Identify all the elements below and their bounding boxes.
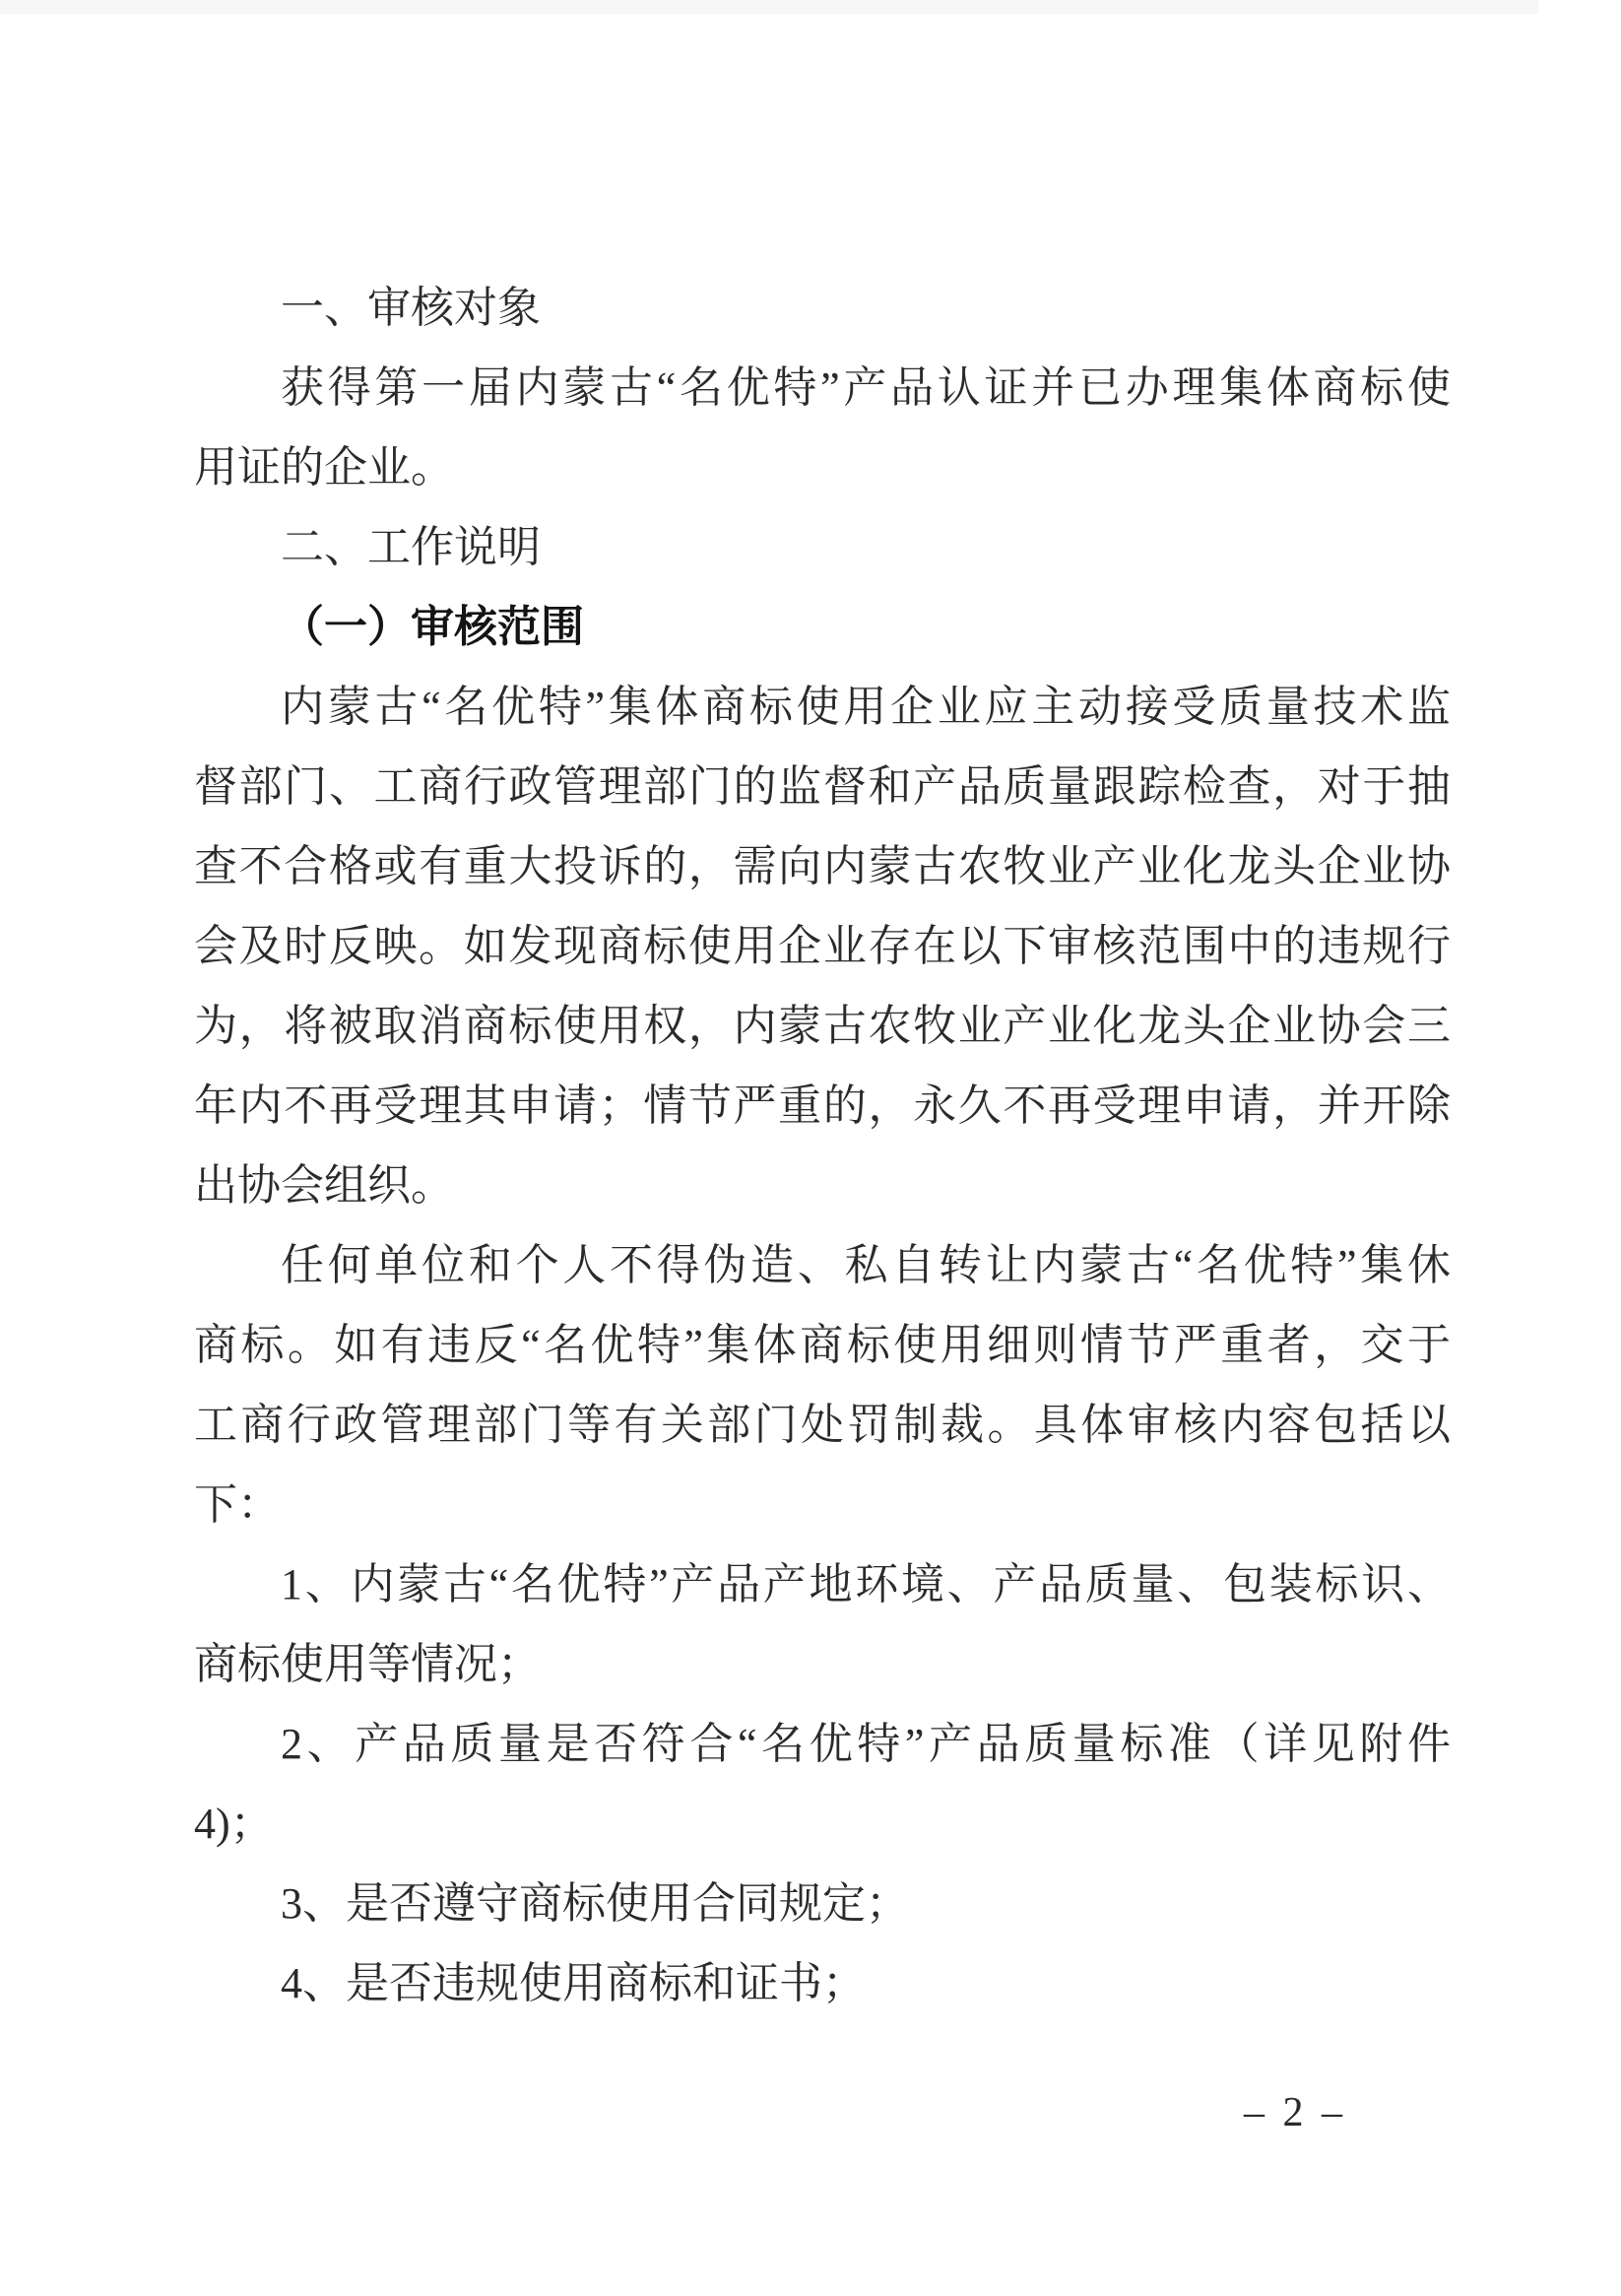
scan-artifact-band xyxy=(0,0,1538,14)
section-heading-2: 二、工作说明 xyxy=(281,523,541,571)
para-scope-line: 督部门、工商行政管理部门的监督和产品质量跟踪检查，对于抽 xyxy=(194,762,1451,811)
list-item-2-line: 2、产品质量是否符合“名优特”产品质量标准（详见附件 xyxy=(281,1720,1451,1768)
para-scope-line: 年内不再受理其申请；情节严重的，永久不再受理申请，并开除 xyxy=(194,1082,1451,1130)
list-item-1-line: 商标使用等情况； xyxy=(194,1640,541,1688)
para-scope-line: 查不合格或有重大投诉的，需向内蒙古农牧业产业化龙头企业协 xyxy=(194,842,1451,890)
page-number: – 2 – xyxy=(1244,2090,1342,2135)
list-item-2-line: 4)； xyxy=(194,1800,274,1848)
para-audit-target-line: 用证的企业。 xyxy=(194,443,454,492)
para-scope-line: 内蒙古“名优特”集体商标使用企业应主动接受质量技术监 xyxy=(281,683,1451,731)
para-prohibition-line: 工商行政管理部门等有关部门处罚制裁。具体审核内容包括以 xyxy=(194,1401,1451,1449)
list-item-3-line: 3、是否遵守商标使用合同规定； xyxy=(281,1879,909,1928)
document-body xyxy=(194,268,1451,2023)
para-scope-line: 会及时反映。如发现商标使用企业存在以下审核范围中的违规行 xyxy=(194,922,1451,970)
para-prohibition-line: 任何单位和个人不得伪造、私自转让内蒙古“名优特”集休 xyxy=(281,1241,1451,1289)
subsection-heading-1: （一）审核范围 xyxy=(281,603,584,651)
para-prohibition-line: 下： xyxy=(194,1480,281,1529)
para-scope-line: 为，将被取消商标使用权，内蒙古农牧业产业化龙头企业协会三 xyxy=(194,1002,1451,1050)
para-prohibition-line: 商标。如有违反“名优特”集体商标使用细则情节严重者，交于 xyxy=(194,1321,1451,1369)
list-item-1-line: 1、内蒙古“名优特”产品产地环境、产品质量、包装标识、 xyxy=(281,1560,1451,1608)
para-scope-line: 出协会组织。 xyxy=(194,1161,454,1210)
list-item-4-line: 4、是否违规使用商标和证书； xyxy=(281,1959,866,2007)
para-audit-target-line: 获得第一届内蒙古“名优特”产品认证并已办理集体商标使 xyxy=(281,363,1451,412)
section-heading-1: 一、审核对象 xyxy=(281,284,541,332)
